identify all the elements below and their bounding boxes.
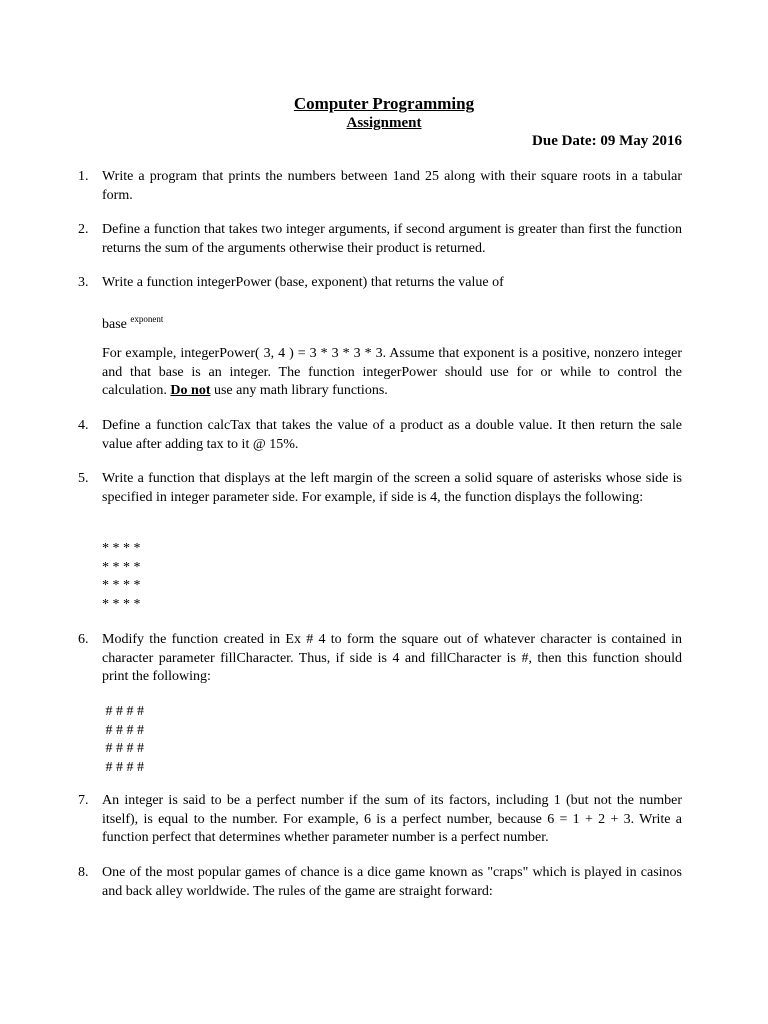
question-3 (78, 274, 682, 293)
question-number: 2. (78, 222, 89, 237)
pattern-row: # # # # (102, 759, 144, 775)
formula (102, 310, 163, 335)
question-text: An integer is said to be a perfect number if the sum of its factors, including 1 (but not the number itself), is equal to the number. For example, 6 is a perfect number, because 6 = 1 + 2 + 3. Write a function perfect that determines whether parameter number is a perfect number. (102, 793, 682, 845)
question-8 (78, 864, 682, 901)
page-title: Computer Programming (293, 94, 475, 113)
page-subtitle: Assignment (346, 115, 422, 131)
asterisk-pattern (102, 540, 141, 614)
question-3-example (102, 345, 682, 401)
hash-pattern (102, 703, 144, 777)
emphasis-text: Do not (170, 383, 211, 398)
question-text: Write a function integerPower (base, exponent) that returns the value of (102, 275, 504, 290)
question-text: Write a program that prints the numbers between 1and 25 along with their square roots in a tabular form. (102, 169, 682, 203)
question-text: Define a function calcTax that takes the value of a product as a double value. It then return the sale value after adding tax to it @ 15%. (102, 418, 682, 452)
due-date: Due Date: 09 May 2016 (532, 133, 682, 149)
question-7 (78, 792, 682, 848)
formula-exponent: exponent (130, 314, 164, 324)
question-text: One of the most popular games of chance is a dice game known as "craps" which is played in casinos and back alley worldwide. The rules of the game are straight forward: (102, 865, 682, 899)
pattern-row: * * * * (102, 541, 141, 556)
example-text: For example, integerPower( 3, 4 ) = 3 * 3 * 3 * 3. Assume that exponent is a positive, nonzero integer and that base is an integer. The function integerPower should use for or while to control the calculation. (102, 346, 682, 398)
pattern-row: * * * * (102, 596, 141, 612)
pattern-row: # # # # (102, 704, 144, 719)
formula-base: base (102, 317, 127, 332)
pattern-row: # # # # (102, 741, 144, 756)
question-6 (78, 631, 682, 687)
question-number: 7. (78, 793, 89, 808)
example-text-end: use any math library functions. (210, 383, 388, 398)
pattern-row: * * * * (102, 559, 141, 575)
question-number: 8. (78, 865, 89, 880)
question-number: 5. (78, 471, 89, 486)
question-5 (78, 470, 682, 507)
question-text: Write a function that displays at the left margin of the screen a solid square of asterisks whose side is specified in integer parameter side. For example, if side is 4, the function displays the following: (102, 471, 682, 505)
question-4 (78, 417, 682, 454)
question-number: 4. (78, 418, 89, 433)
question-number: 3. (78, 275, 89, 290)
question-number: 1. (78, 169, 89, 184)
question-1 (78, 168, 682, 205)
question-text: Define a function that takes two integer arguments, if second argument is greater than first the function returns the sum of the arguments otherwise their product is returned. (102, 222, 682, 256)
question-2 (78, 221, 682, 258)
pattern-row: # # # # (102, 722, 144, 738)
question-text: Modify the function created in Ex # 4 to form the square out of whatever character is contained in character parameter fillCharacter. Thus, if side is 4 and fillCharacter is #, then this function should print the following: (102, 632, 682, 684)
question-number: 6. (78, 632, 89, 647)
pattern-row: * * * * (102, 578, 141, 593)
